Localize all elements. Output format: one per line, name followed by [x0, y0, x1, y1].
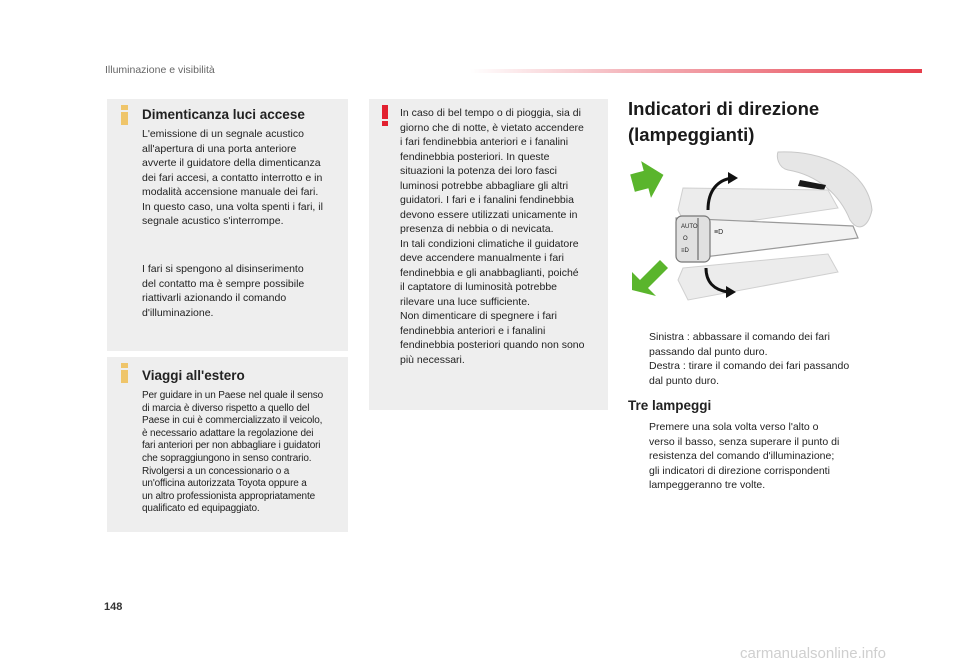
warning-paragraph: In caso di bel tempo o di pioggia, sia di giorno che di notte, è vietato accendere i fari fendinebbia anteriori e i fanalini fendinebbia posteriori. In queste situazioni la potenza dei loro fasci luminosi potrebbe abbagliare gli altri guidatori. I fari e i fanalini fendinebbia devono essere utilizzati unicamente in presenza di nebbia o di nevicata. In tali condizioni climatiche il guidatore deve accendere manualmente i fari fendinebbia e gli anabbaglianti, poiché il captatore di luminosità potrebbe rilevare una luce sufficiente. Non dimenticare di spegnere i fari fendinebbia anteriori e i fanalini fendinebbia posteriori quando non sono più necessari.	[400, 107, 585, 366]
stalk-ring	[676, 216, 710, 262]
note-title: Dimenticanza luci accese	[142, 107, 305, 122]
stalk-label-dip: ≡D	[681, 248, 689, 254]
list-item-text: Destra : tirare il comando dei fari passando dal punto duro.	[649, 360, 850, 387]
page-number: 148	[104, 601, 123, 613]
section-title: Indicatori di direzione (lampeggianti)	[628, 98, 820, 145]
stalk-label-off: O	[683, 236, 688, 242]
instruction-list	[628, 330, 878, 388]
list-item	[628, 330, 878, 359]
arrow-right-icon	[628, 157, 668, 202]
info-icon	[119, 105, 131, 125]
section-header: Illuminazione e visibilità	[105, 64, 215, 76]
note-box-travel-abroad	[107, 357, 348, 532]
info-icon	[119, 363, 131, 383]
subsection-title: Tre lampeggi	[628, 398, 712, 413]
note-paragraph: I fari si spengono al disinserimento del contatto ma è sempre possibile riattivarli azionando il comando d'illuminazione.	[142, 263, 305, 319]
note-box-lights-forgotten	[107, 99, 348, 351]
list-item-text: Premere una sola volta verso l'alto o verso il basso, senza superare il punto di resistenza del comando d'illuminazione; gli indicatori di direzione corrispondenti lampeggeranno tre volte.	[649, 421, 840, 491]
list-item	[628, 420, 878, 493]
list-item-text: Sinistra : abbassare il comando dei fari passando dal punto duro.	[649, 331, 830, 358]
warning-icon	[381, 105, 389, 125]
note-title: Viaggi all'estero	[142, 368, 245, 383]
watermark: carmanualsonline.info	[740, 645, 886, 662]
arrow-down-left-icon	[632, 260, 668, 296]
header-rule	[470, 69, 922, 73]
instruction-list	[628, 420, 878, 493]
note-paragraph: Per guidare in un Paese nel quale il senso di marcia è diverso rispetto a quello del Paese in cui è commercializzato il veicolo, è necessario adattare la regolazione dei fari anteriori per non abbagliare i guidatori che sopraggiungono in senso contrario. Rivolgersi a un concessionario o a un'officina autorizzata Toyota oppure a un altro professionista appropriatamente qualificato ed equipaggiato.	[142, 390, 324, 515]
turn-signal-stalk-illustration	[628, 150, 873, 310]
note-paragraph: L'emissione di un segnale acustico all'apertura di una porta anteriore avverte il guidatore della dimenticanza dei fari accesi, a contatto interrotto e in modalità accensione manuale dei fari. In questo caso, una volta spenti i fari, il segnale acustico s'interrompe.	[142, 128, 323, 227]
stalk-label-auto: AUTO	[681, 224, 698, 230]
warning-box-fog-lights	[369, 99, 608, 410]
stalk-label-beam: ≡D	[714, 229, 724, 236]
list-item	[628, 359, 878, 388]
